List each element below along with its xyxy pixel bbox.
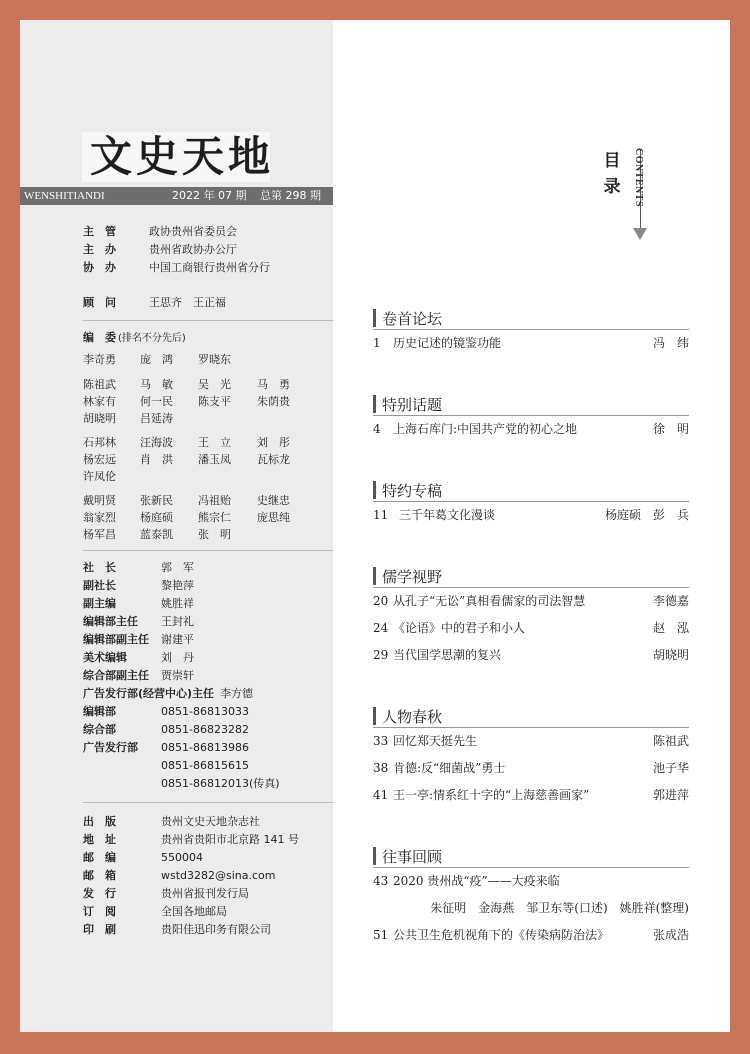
toc-section: [373, 566, 689, 669]
board-member: 瓦标龙: [257, 453, 290, 466]
board-member: 罗晓东: [198, 353, 231, 366]
issue-number: 2022 年 07 期: [172, 189, 247, 202]
publication-row: 邮 箱 wstd3282@sina.com: [83, 869, 276, 882]
entry-title: 历史记述的镜鉴功能: [393, 336, 502, 350]
board-member: 张 明: [198, 528, 231, 541]
entry-author: 张成浩: [652, 928, 689, 942]
entry-title: 从孔子“无讼”真相看儒家的司法智慧: [393, 594, 586, 608]
table-of-contents: [333, 20, 730, 1032]
section-title: 人物春秋: [382, 708, 443, 726]
entry-title: 三千年葛文化漫谈: [399, 508, 496, 522]
toc-section: [373, 706, 689, 809]
publication-row: 印 刷 贵阳佳迅印务有限公司: [83, 923, 271, 936]
advisor-row: 顾 问 王思齐 王正福: [83, 296, 226, 309]
section-header: [373, 308, 689, 330]
board-member: 李奇勇: [83, 353, 116, 366]
entry-author: 胡晓明: [652, 648, 689, 662]
board-member: 陈祖武: [83, 378, 116, 391]
toc-section: [373, 846, 689, 949]
entry-author: 冯 纬: [652, 336, 689, 350]
board-member: 陈支平: [198, 395, 231, 408]
staff-row: 综合部副主任 贾崇轩: [83, 669, 194, 682]
entry-author: 李德嘉: [652, 594, 689, 608]
staff-row: 编辑部主任 王封礼: [83, 615, 194, 628]
section-header: [373, 394, 689, 416]
toc-section: [373, 394, 689, 443]
entry-title: 肯德:反“细菌战”勇士: [393, 761, 506, 775]
board-member: 石邦林: [83, 436, 116, 449]
board-member: 吴 光: [198, 378, 231, 391]
entry-author: 陈祖武: [652, 734, 689, 748]
board-member: 熊宗仁: [198, 511, 231, 524]
section-title: 儒学视野: [382, 568, 443, 586]
board-member: 吕延涛: [140, 412, 173, 425]
staff-row: 编辑部副主任 谢建平: [83, 633, 194, 646]
divider: [83, 802, 333, 803]
section-header: [373, 706, 689, 728]
staff-row: 综合部 0851-86823282: [83, 723, 249, 736]
section-header: [373, 480, 689, 502]
contents-label: CONTENTS: [633, 148, 644, 208]
entry-page: 4: [373, 422, 381, 436]
board-member: 史继忠: [257, 494, 290, 507]
staff-row: 副社长 黎艳萍: [83, 579, 194, 592]
board-member: 蓝泰凯: [140, 528, 173, 541]
toc-entry[interactable]: [373, 615, 689, 642]
entry-page: 20: [373, 594, 389, 608]
section-title: 特别话题: [382, 396, 443, 414]
divider: [83, 320, 333, 321]
toc-entry[interactable]: [373, 782, 689, 809]
toc-entry[interactable]: [373, 416, 689, 443]
publication-row: 邮 编 550004: [83, 851, 203, 864]
entry-author: 徐 明: [652, 422, 689, 436]
section-header: [373, 846, 689, 868]
board-member: 何一民: [140, 395, 173, 408]
magazine-code: WENSHITIANDI: [24, 190, 105, 202]
sponsor-row: 主 办 贵州省政协办公厅: [83, 243, 237, 256]
entry-page: 41: [373, 788, 389, 802]
entry-title: 上海石库门:中国共产党的初心之地: [393, 422, 578, 436]
entry-title: 2020 贵州战“疫”——大疫来临: [393, 874, 560, 888]
toc-heading: 目 录: [603, 151, 621, 197]
toc-section: [373, 308, 689, 357]
toc-section: [373, 480, 689, 529]
entry-author: 杨庭硕 彭 兵: [604, 508, 689, 522]
board-member: 庞 鸿: [140, 353, 173, 366]
staff-row: 副主编 姚胜祥: [83, 597, 194, 610]
issue-banner: [20, 187, 333, 205]
toc-entry[interactable]: [373, 588, 689, 615]
entry-page: 51: [373, 928, 389, 942]
board-member: 王 立: [198, 436, 231, 449]
board-member: 马 敏: [140, 378, 173, 391]
section-title: 卷首论坛: [382, 310, 443, 328]
board-member: 杨军昌: [83, 528, 116, 541]
masthead-column: 文史天地 WENSHITIANDI 2022 年 07 期 总第 298 期 主 管 政协贵州省委员会 主 办 贵州省政协办公厅 协 办 中国工商银行贵州省分行 顾 问 王思齐 王正福 编 委 (排名不分先后) 李奇勇 庞 鸿 罗晓东 陈祖武 马 敏 吴 光 马 勇 林家有 何一民 陈支平 朱荫贵 胡晓明 吕延涛 石邦林 汪海波 王 立 刘 彤 杨宏远 肖 洪 潘玉凤 瓦标龙 许凤伦 戴明贤 张新民 冯祖贻 史继忠 翁家烈 杨庭硕 熊宗仁 庞思纯 杨军昌 蓝泰凯 张 明 社 长 郭 军 副社长 黎艳萍 副主编 姚胜祥 编辑部主任 王封礼 编辑部副主任 谢建平 美术编辑 刘 丹 综合部副主任 贾崇轩 广告发行部(经营中心)主任 李方德 编辑部 0851-86813033 综合部 0851-86823282 广告发行部 0851-86813986 0851-86815615 0851-86812013(传真) 出 版 贵州文史天地杂志社 地 址 贵州省贵阳市北京路 141 号 邮 编 550004 邮 箱 wstd3282@sina.com 发 行 贵州省报刊发行局 订 阅 全国各地邮局 印 刷 贵阳佳迅印务有限公司: [20, 20, 333, 1032]
board-member: 庞思纯: [257, 511, 290, 524]
board-member: 汪海波: [140, 436, 173, 449]
toc-entry[interactable]: [373, 330, 689, 357]
entry-title: 当代国学思潮的复兴: [393, 648, 502, 662]
board-member: 朱荫贵: [257, 395, 290, 408]
toc-entry[interactable]: [373, 642, 689, 669]
section-title: 往事回顾: [382, 848, 443, 866]
entry-page: 11: [373, 508, 389, 522]
staff-row: 编辑部 0851-86813033: [83, 705, 249, 718]
entry-page: 1: [373, 336, 381, 350]
board-member: 杨宏远: [83, 453, 116, 466]
publication-row: 出 版 贵州文史天地杂志社: [83, 815, 260, 828]
section-header: [373, 566, 689, 588]
toc-entry[interactable]: [373, 502, 689, 529]
entry-page: 29: [373, 648, 389, 662]
entry-title: 公共卫生危机视角下的《传染病防治法》: [393, 928, 610, 942]
entry-page: 43: [373, 874, 389, 888]
board-member: 翁家烈: [83, 511, 116, 524]
board-member: 戴明贤: [83, 494, 116, 507]
entry-author: 郭进萍: [652, 788, 689, 802]
total-issue: 总第 298 期: [260, 189, 321, 202]
section-title: 特约专稿: [382, 482, 443, 500]
toc-entry[interactable]: [373, 755, 689, 782]
entry-title: 回忆郑天挺先生: [393, 734, 478, 748]
magazine-page: [20, 20, 730, 1032]
down-arrow-icon: [633, 228, 647, 240]
entry-title: 《论语》中的君子和小人: [393, 621, 526, 635]
sponsor-row: 协 办 中国工商银行贵州省分行: [83, 261, 270, 274]
board-member: 张新民: [140, 494, 173, 507]
editorial-board-heading: 编 委 (排名不分先后): [83, 331, 186, 344]
toc-entry[interactable]: [373, 728, 689, 755]
board-member: 冯祖贻: [198, 494, 231, 507]
entry-page: 38: [373, 761, 389, 775]
staff-row: 社 长 郭 军: [83, 561, 194, 574]
board-member: 马 勇: [257, 378, 290, 391]
board-member: 潘玉凤: [198, 453, 231, 466]
publication-row: 订 阅 全国各地邮局: [83, 905, 227, 918]
board-member: 林家有: [83, 395, 116, 408]
entry-page: 24: [373, 621, 389, 635]
staff-row: 美术编辑 刘 丹: [83, 651, 194, 664]
entry-title: 王一亭:情系红十字的“上海慈善画家”: [393, 788, 590, 802]
board-member: 许凤伦: [83, 470, 116, 483]
magazine-logo: 文史天地: [82, 132, 270, 182]
publication-row: 地 址 贵州省贵阳市北京路 141 号: [83, 833, 299, 846]
entry-author: 池子华: [652, 761, 689, 775]
sponsor-row: 主 管 政协贵州省委员会: [83, 225, 237, 238]
staff-row: 广告发行部 0851-86813986: [83, 741, 249, 754]
board-member: 胡晓明: [83, 412, 116, 425]
entry-page: 33: [373, 734, 389, 748]
toc-entry[interactable]: [373, 922, 689, 949]
board-member: 肖 洪: [140, 453, 173, 466]
staff-row: 广告发行部(经营中心)主任 李方德: [83, 687, 254, 700]
board-member: 杨庭硕: [140, 511, 173, 524]
publication-row: 发 行 贵州省报刊发行局: [83, 887, 249, 900]
board-member: 刘 彤: [257, 436, 290, 449]
entry-author: 赵 泓: [652, 621, 689, 635]
entry-contributors: 朱征明 金海燕 邹卫东等(口述) 姚胜祥(整理): [430, 901, 689, 915]
toc-entry[interactable]: [373, 868, 689, 895]
divider: [83, 550, 333, 551]
